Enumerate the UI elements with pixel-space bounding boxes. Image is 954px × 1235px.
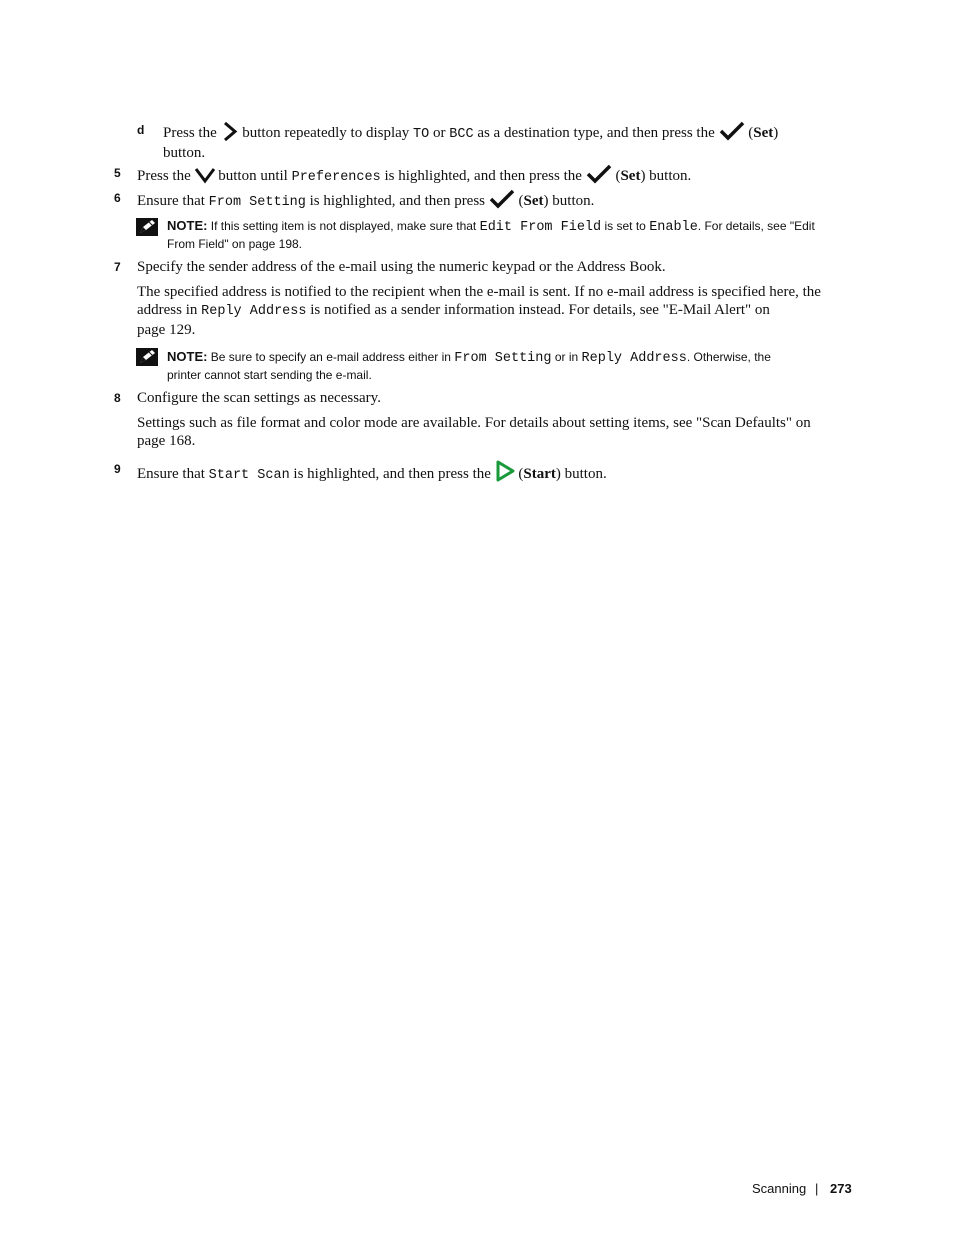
start-button-label: Start xyxy=(523,466,556,482)
from-setting-item: From Setting xyxy=(454,351,552,366)
step-6 xyxy=(137,189,853,212)
step-8 xyxy=(137,389,853,407)
step-8-para-line-2: page 168. xyxy=(137,433,196,449)
reply-address-item: Reply Address xyxy=(201,304,307,319)
step-7 xyxy=(137,258,853,276)
step-6-number: 6 xyxy=(114,191,121,205)
note-pencil-icon xyxy=(136,218,158,236)
step-7-para-line-1: The specified address is notified to the recipient when the e-mail is sent. If no e-mail address is specified here, the xyxy=(137,284,821,300)
note-label: NOTE: xyxy=(167,349,208,364)
step-7-para-text-2: is notified as a sender information instead. For details, see "E-Mail Alert" on xyxy=(310,302,770,318)
note-1-text-2: is set to xyxy=(604,219,646,233)
check-icon xyxy=(719,121,745,141)
set-button-label: Set xyxy=(753,125,774,141)
step-5-text-2: button until xyxy=(218,168,288,184)
start-triangle-icon xyxy=(495,460,515,482)
step-9-number: 9 xyxy=(114,462,121,476)
step-d-number: d xyxy=(137,123,145,137)
step-7-number: 7 xyxy=(114,260,121,274)
destination-bcc: BCC xyxy=(449,127,474,142)
step-8-number: 8 xyxy=(114,391,121,405)
set-button-label: Set xyxy=(523,193,544,209)
step-d-or: or xyxy=(433,125,446,141)
step-8-paragraph xyxy=(137,414,853,450)
step-7-paragraph xyxy=(137,283,853,339)
check-icon xyxy=(489,189,515,209)
step-d-set-open: ( xyxy=(748,125,754,141)
note-1-text-3: . For details, see "Edit xyxy=(697,219,815,233)
edit-from-field-item: Edit From Field xyxy=(479,220,602,235)
step-6-text-2: is highlighted, and then press xyxy=(309,193,486,209)
note-2-text-2: or in xyxy=(554,350,579,364)
enable-value: Enable xyxy=(649,220,698,235)
note-1 xyxy=(167,217,853,253)
step-5-text-1: Press the xyxy=(137,168,191,184)
step-8-text: Configure the scan settings as necessary. xyxy=(137,390,381,406)
set-button-label: Set xyxy=(620,168,641,184)
from-setting-item: From Setting xyxy=(208,195,306,210)
step-7-para-text-1: address in xyxy=(137,302,198,318)
step-5-set-open: ( xyxy=(615,168,621,184)
step-5 xyxy=(137,164,853,187)
step-9-text-1: Ensure that xyxy=(137,466,205,482)
step-8-para-line-1: Settings such as file format and color mode are available. For details about setting items, see "Scan Defaults" on xyxy=(137,415,811,431)
page-number: 273 xyxy=(830,1181,852,1196)
step-d-text-4: button. xyxy=(163,145,206,161)
step-d-text-3: as a destination type, and then press the xyxy=(477,125,715,141)
step-d-set-close: ) xyxy=(773,125,779,141)
step-5-text-4: ) button. xyxy=(640,168,692,184)
destination-to: TO xyxy=(413,127,430,142)
start-scan-item: Start Scan xyxy=(208,468,290,483)
note-2-text-1: Be sure to specify an e-mail address either in xyxy=(210,350,451,364)
footer-separator: | xyxy=(815,1181,819,1196)
note-2 xyxy=(167,348,853,384)
step-9 xyxy=(137,460,853,485)
step-d-text-2: button repeatedly to display xyxy=(242,125,410,141)
note-2-line-2: printer cannot start sending the e-mail. xyxy=(167,368,372,382)
note-label: NOTE: xyxy=(167,218,208,233)
step-7-para-line-3: page 129. xyxy=(137,322,196,338)
step-7-text: Specify the sender address of the e-mail using the numeric keypad or the Address Book. xyxy=(137,259,666,275)
step-d xyxy=(163,121,853,162)
note-1-line-2: From Field" on page 198. xyxy=(167,237,302,251)
step-5-number: 5 xyxy=(114,166,121,180)
note-1-text-1: If this setting item is not displayed, make sure that xyxy=(210,219,477,233)
reply-address-item: Reply Address xyxy=(581,351,687,366)
footer-section: Scanning xyxy=(752,1181,807,1196)
note-2-text-3: . Otherwise, the xyxy=(686,350,771,364)
note-pencil-icon xyxy=(136,348,158,366)
step-d-text-1: Press the xyxy=(163,125,217,141)
preferences-item: Preferences xyxy=(291,170,381,185)
step-9-start-open: ( xyxy=(518,466,524,482)
step-6-text-1: Ensure that xyxy=(137,193,205,209)
step-6-set-open: ( xyxy=(518,193,524,209)
chevron-right-icon xyxy=(221,122,239,141)
chevron-down-icon xyxy=(195,166,215,184)
step-5-text-3: is highlighted, and then press the xyxy=(384,168,582,184)
step-9-text-3: ) button. xyxy=(555,466,607,482)
step-6-text-3: ) button. xyxy=(543,193,595,209)
check-icon xyxy=(586,164,612,184)
step-9-text-2: is highlighted, and then press the xyxy=(293,466,491,482)
